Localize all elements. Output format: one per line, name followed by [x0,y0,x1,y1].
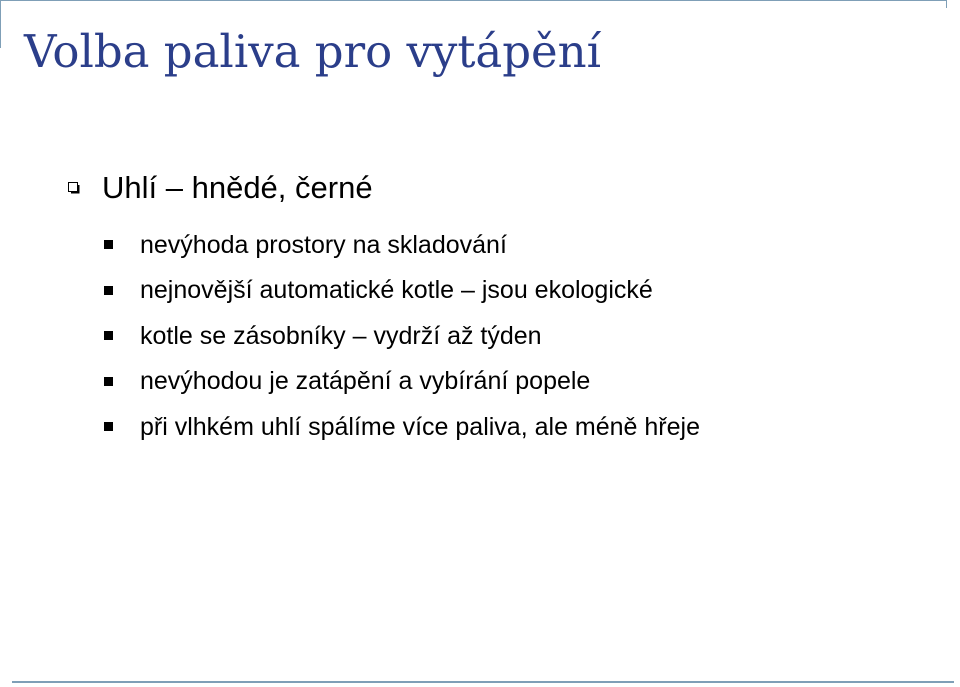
checkbox-bullet-icon [68,182,80,194]
slide-title: Volba paliva pro vytápění [24,25,602,78]
list-item [104,222,700,268]
square-bullet-icon [104,422,113,431]
sub-bullet-text: nevýhoda prostory na skladování [140,230,507,259]
sub-bullet-text: nevýhodou je zatápění a vybírání popele [140,367,591,396]
list-item [104,404,700,450]
list-item [104,268,700,314]
square-bullet-icon [104,240,113,249]
sub-bullet-text: kotle se zásobníky – vydrží až týden [140,321,542,350]
sub-bullet-text: při vlhkém uhlí spálíme více paliva, ale méně hřeje [140,412,700,441]
bottom-border-line [12,681,954,683]
square-bullet-icon [104,377,113,386]
list-item [104,313,700,359]
main-bullet-text: Uhlí – hnědé, černé [102,170,373,205]
square-bullet-icon [104,286,113,295]
sub-bullet-text: nejnovější automatické kotle – jsou ekologické [140,276,653,305]
list-item [104,359,700,405]
sub-bullet-list [104,222,700,450]
top-border-line [0,0,946,1]
right-border-line [946,0,947,8]
square-bullet-icon [104,331,113,340]
main-bullet-item [68,166,373,210]
left-border-line [0,0,1,48]
